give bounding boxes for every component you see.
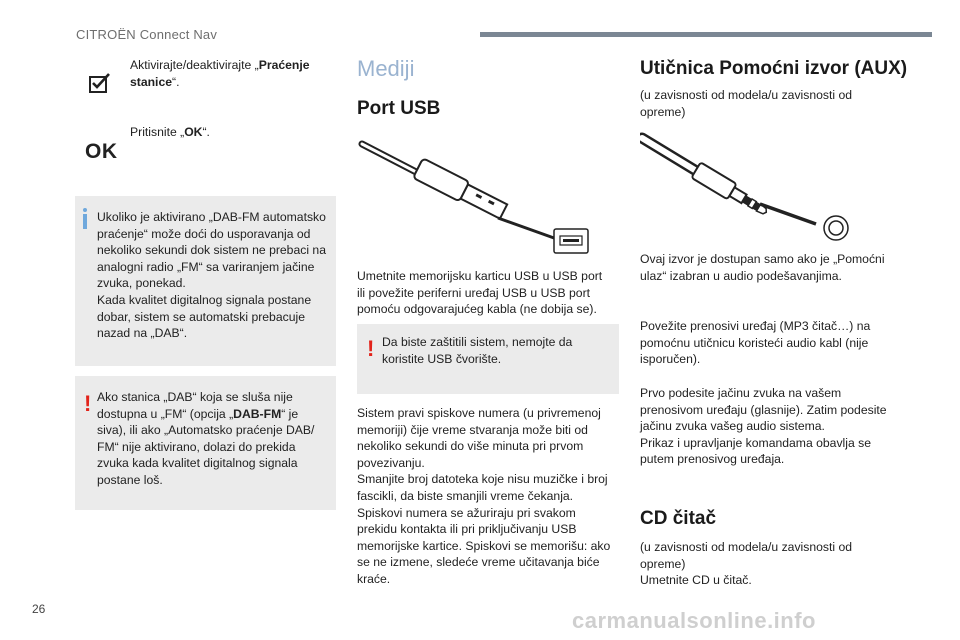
usb-body-line: povezivanju. [357, 455, 425, 470]
usb-body-line: prekidu kontakta ili pri priključivanju USB [357, 522, 577, 537]
usb-intro-line: pomoću odgovarajućeg kabla (ne dobija se). [357, 302, 597, 317]
aux-availability [640, 87, 910, 120]
info-line: zvuka, ponekad. [97, 276, 186, 291]
info-line: Kada kvalitet digitalnog signala postane [97, 292, 312, 307]
section-heading-aux: Utičnica Pomoćni izvor (AUX) [640, 58, 908, 79]
usb-cable-illustration [358, 134, 598, 260]
usb-body-line: memorijske kartice. Spiskovi se memorišu: ako [357, 538, 611, 553]
info-box-text [97, 209, 333, 342]
step-tracking-bold-2: stanice [130, 74, 173, 89]
usb-body-line: se ne izmene, sledeće vreme učitavanja biće [357, 555, 600, 570]
step-tracking-suffix: “. [172, 74, 180, 89]
info-line: nazad na „DAB“. [97, 326, 188, 341]
section-heading-usb: Port USB [357, 98, 441, 119]
warn-line: FM“ nije aktivirano, dolazi do prekida [97, 439, 296, 454]
warn-line-bold: DAB-FM [233, 406, 282, 421]
warning-box-dab-text [97, 389, 333, 489]
aux-p1-line: ulaz“ izabran u audio podešavanjima. [640, 268, 842, 283]
aux-availability-line: opreme) [640, 104, 686, 119]
step-ok-prefix: Pritisnite „ [130, 125, 185, 139]
warning-icon: ! [84, 391, 92, 416]
page-number: 26 [32, 602, 46, 616]
warn-line: siva), ili ako „Automatsko praćenje DAB/ [97, 423, 315, 438]
info-line: dobar, sistem se automatski prebacuje [97, 309, 305, 324]
aux-jack-illustration [640, 124, 860, 244]
watermark: carmanualsonline.info [572, 608, 816, 633]
section-heading-cd: CD čitač [640, 508, 717, 529]
aux-p2 [640, 318, 910, 368]
aux-p1-line: Ovaj izvor je dostupan samo ako je „Pomoćni [640, 252, 885, 266]
info-line: nekoliko sekundi dok sistem ne prebaci na [97, 243, 326, 258]
usb-intro-line: Umetnite memorijsku karticu USB u USB port [357, 269, 603, 283]
header-title: CITROËN Connect Nav [76, 27, 218, 42]
aux-p3-line: Prvo podesite jačinu zvuka na vašem [640, 386, 842, 400]
warn-line: zvuka kada kvalitet digitalnog signala [97, 456, 298, 471]
usb-body-line: Sistem pravi spiskove numera (u privremenoj [357, 406, 601, 420]
warn-line-prefix: dostupna u „FM“ (opcija „ [97, 406, 234, 421]
step-ok-bold: OK [184, 125, 203, 139]
warning-box-dab [75, 376, 336, 510]
aux-p2-line: Povežite prenosivi uređaj (MP3 čitač…) na [640, 319, 871, 333]
usb-intro-line: ili povežite periferni uređaj USB u USB port [357, 285, 591, 300]
step-ok-suffix: “. [202, 125, 210, 139]
info-line: praćenje“ može doći do usporavanja od [97, 226, 311, 241]
warning-box-usb [357, 324, 619, 394]
section-heading-mediji: Mediji [357, 56, 415, 81]
aux-p3-line: jačinu zvuka vašeg audio sistema. [640, 419, 825, 434]
warning-icon: ! [367, 336, 375, 361]
usb-body-line: fascikli, da biste smanjili vreme čekanja. [357, 488, 574, 503]
aux-p2-line: isporučen). [640, 352, 701, 367]
usb-warn-line: koristite USB čvorište. [382, 351, 502, 366]
info-line: analogni radio „FM“ sa variranjem jačine [97, 259, 315, 274]
info-box [75, 196, 336, 366]
warning-box-usb-text [382, 334, 612, 367]
cd-availability-line: (u zavisnosti od modela/u zavisnosti od [640, 540, 853, 554]
info-line: Ukoliko je aktivirano „DAB-FM automatsko [97, 210, 326, 224]
info-icon [83, 214, 87, 229]
step-tracking-bold-1: Praćenje [258, 58, 310, 72]
header-bar [480, 32, 932, 37]
warn-line: Ako stanica „DAB“ koja se sluša nije [97, 390, 293, 404]
usb-intro-text [357, 268, 617, 318]
usb-body-line: nekoliko sekundi do više minuta pri prvom [357, 439, 584, 454]
warn-line: postane loš. [97, 472, 163, 487]
aux-p2-line: pomoćnu utičnicu koristeći audio kabl (nije [640, 335, 869, 350]
cd-text [640, 539, 910, 589]
usb-body-line: Spiskovi numera se ažuriraju pri svakom [357, 505, 576, 520]
step-ok-text [130, 124, 210, 141]
step-tracking-prefix: Aktivirajte/deaktivirajte „ [130, 58, 259, 72]
usb-body-text [357, 405, 619, 588]
checkbox-check-icon [88, 72, 112, 94]
aux-p3 [640, 385, 910, 468]
usb-warn-line: Da biste zaštitili sistem, nemojte da [382, 335, 573, 349]
warn-line-suffix: “ je [281, 406, 299, 421]
cd-availability-line: opreme) [640, 556, 686, 571]
aux-p3-line: putem prenosivog uređaja. [640, 452, 785, 467]
ok-button-icon: OK [85, 140, 118, 163]
usb-body-line: Smanjite broj datoteka koje nisu muzičke i broj [357, 472, 608, 487]
step-tracking-text [130, 57, 330, 90]
aux-availability-line: (u zavisnosti od modela/u zavisnosti od [640, 88, 853, 102]
aux-p3-line: prenosivom uređaju (glasnije). Zatim podesite [640, 402, 887, 417]
usb-body-line: memoriji) čije vreme stvaranja može biti od [357, 422, 588, 437]
aux-p1 [640, 251, 910, 284]
cd-instruction: Umetnite CD u čitač. [640, 573, 752, 588]
usb-body-line: kraće. [357, 571, 391, 586]
aux-p3-line: Prikaz i upravljanje komandama obavlja se [640, 435, 872, 450]
